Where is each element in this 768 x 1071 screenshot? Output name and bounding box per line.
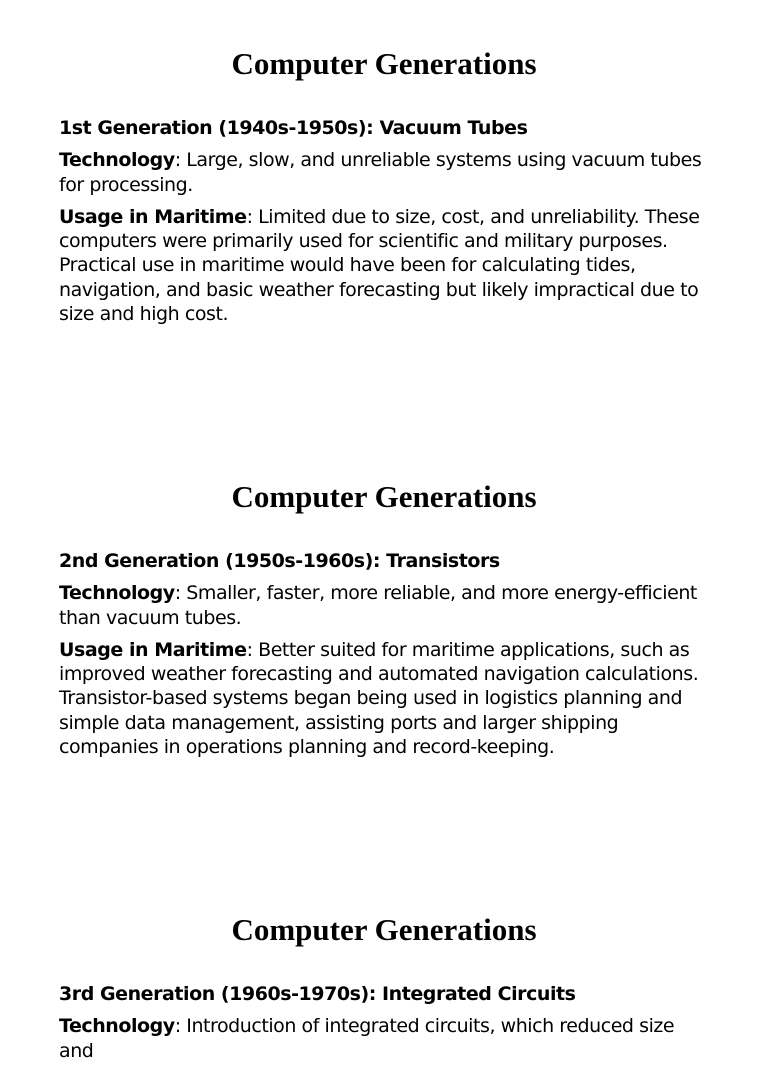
technology-label: Technology — [59, 582, 175, 605]
slide-1 — [0, 0, 768, 433]
slide-2 — [0, 433, 768, 866]
slide-body — [59, 116, 711, 334]
usage-label: Usage in Maritime — [59, 638, 247, 661]
slide-body — [59, 982, 711, 1071]
technology-text: : Smaller, faster, more reliable, and more energy-efficient than vacuum tubes. — [59, 582, 697, 629]
generation-heading: 2nd Generation (1950s-1960s): Transistors — [59, 550, 500, 572]
technology-paragraph — [59, 581, 711, 630]
slide-title: Computer Generations — [231, 46, 537, 81]
usage-text: : Better suited for maritime applications, such as improved weather forecasting and automated navigation calculations. Transistor-based systems began being used in logistics planning and simple data management, assisting ports and larger shipping companies in operations planning and record-keeping. — [59, 638, 699, 759]
technology-label: Technology — [59, 149, 175, 172]
usage-paragraph — [59, 205, 711, 326]
slide-title: Computer Generations — [231, 479, 537, 514]
slide-3 — [0, 866, 768, 1062]
generation-heading: 3rd Generation (1960s-1970s): Integrated Circuits — [59, 983, 576, 1005]
technology-label: Technology — [59, 1015, 175, 1038]
usage-label: Usage in Maritime — [59, 205, 247, 228]
technology-text: : Introduction of integrated circuits, which reduced size and — [59, 1015, 675, 1062]
technology-paragraph — [59, 148, 711, 197]
usage-paragraph — [59, 638, 711, 759]
slide-body — [59, 549, 711, 767]
usage-text: : Limited due to size, cost, and unreliability. These computers were primarily used for scientific and military purposes. Practical use in maritime would have been for calculating tides, navigation, and basic weather forecasting but likely impractical due to size and high cost. — [59, 205, 700, 326]
technology-paragraph — [59, 1014, 711, 1063]
technology-text: : Large, slow, and unreliable systems using vacuum tubes for processing. — [59, 149, 702, 196]
generation-heading: 1st Generation (1940s-1950s): Vacuum Tubes — [59, 117, 528, 139]
slide-title: Computer Generations — [231, 912, 537, 947]
